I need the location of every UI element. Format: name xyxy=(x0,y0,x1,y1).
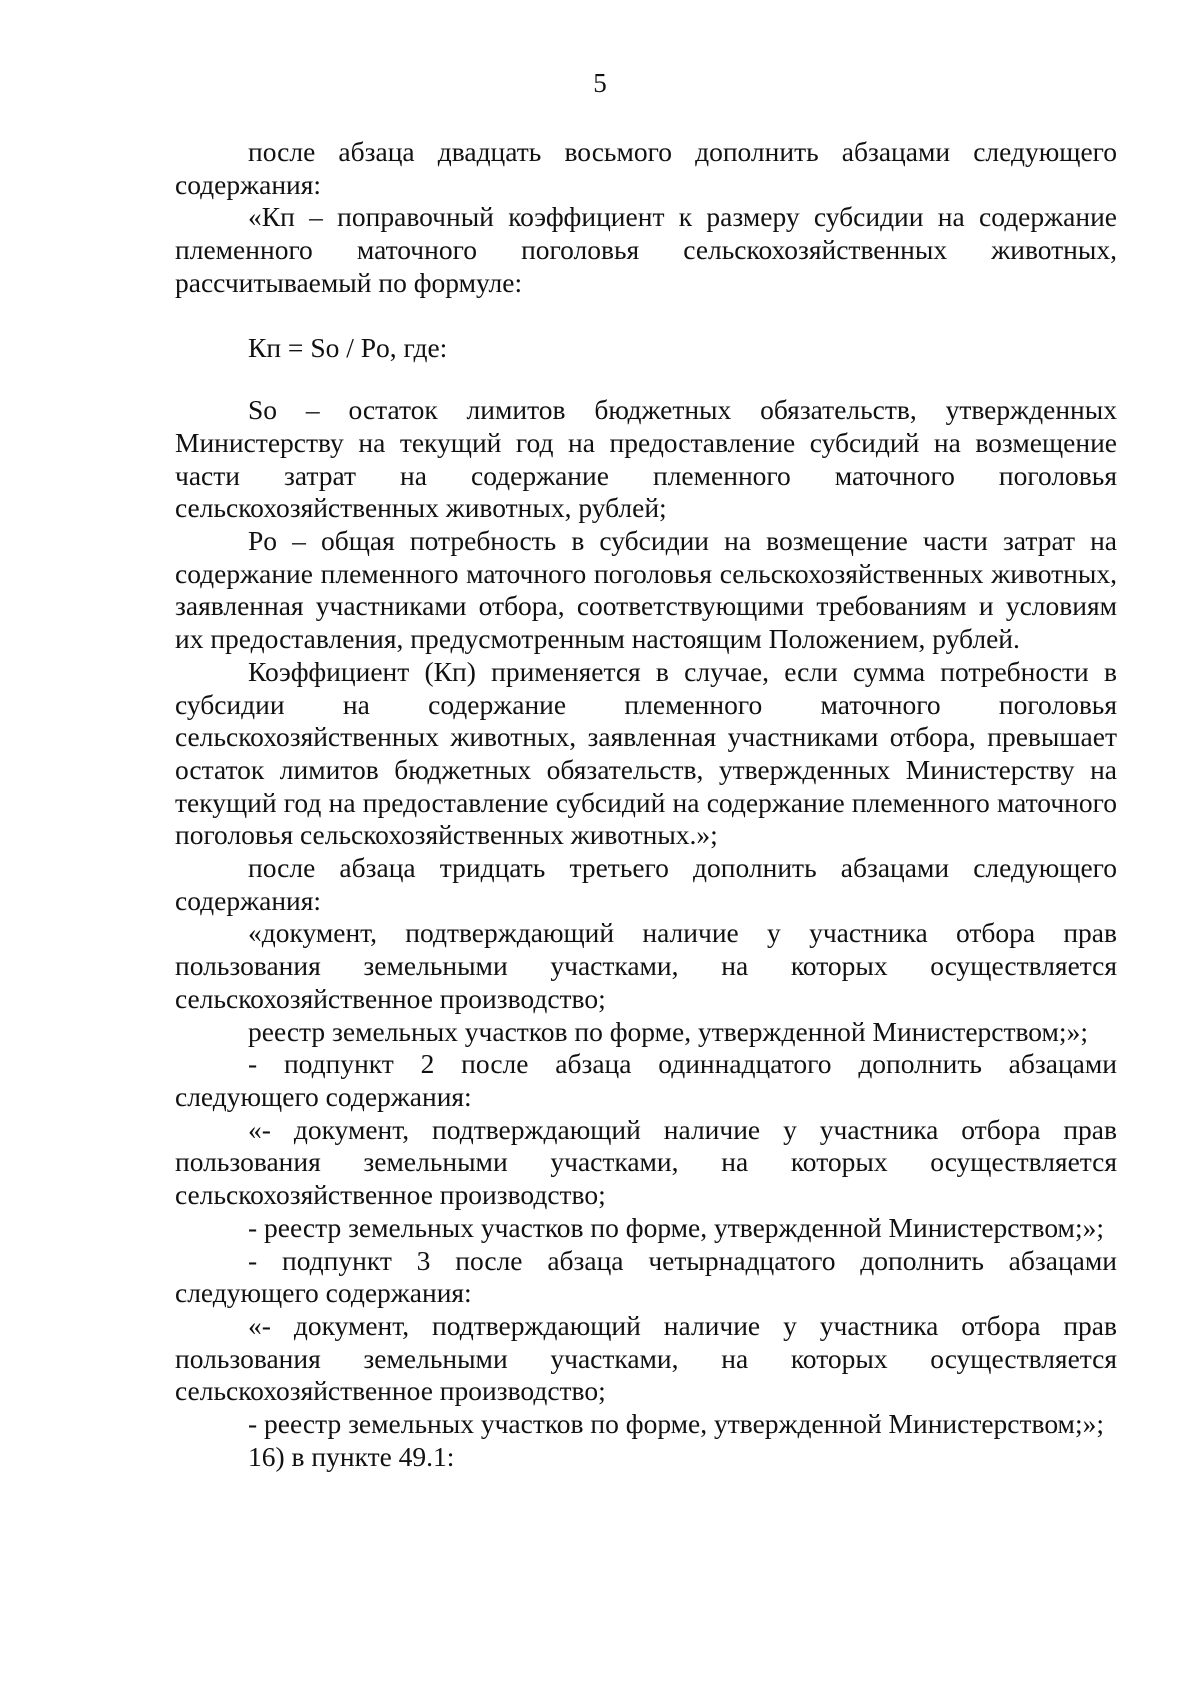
paragraph-subclause-2-registry: - реестр земельных участков по форме, утвержденной Министерством;»; xyxy=(248,1211,1104,1243)
paragraph-land-registry: реестр земельных участков по форме, утвержденной Министерством;»; xyxy=(248,1015,1088,1047)
paragraph-subclause-2: - подпункт 2 после абзаца одиннадцатого дополнить абзацами следующего содержания: xyxy=(175,1048,1117,1112)
paragraph-item-16: 16) в пункте 49.1: xyxy=(248,1440,455,1472)
paragraph-kp-application: Коэффициент (Кп) применяется в случае, если сумма потребности в субсидии на содержание племенного маточного поголовья сельскохозяйственных животных, заявленная участниками отбора, превышает остаток лимитов бюджетных обязательств, утвержденных Министерству на текущий год на предоставление субсидий на содержание племенного маточного поголовья сельскохозяйственных животных.»; xyxy=(175,655,1117,851)
paragraph-subclause-2-document: «- документ, подтверждающий наличие у участника отбора прав пользования земельными участками, на которых осуществляется сельскохозяйственное производство; xyxy=(175,1113,1117,1211)
document-body xyxy=(175,136,1117,1473)
paragraph-amendment-intro-33: после абзаца тридцать третьего дополнить абзацами следующего содержания: xyxy=(175,852,1117,916)
paragraph-so-definition: So – остаток лимитов бюджетных обязательств, утвержденных Министерству на текущий год на предоставление субсидий на возмещение части затрат на содержание племенного маточного поголовья сельскохозяйственных животных, рублей; xyxy=(175,394,1117,524)
paragraph-po-definition: Po – общая потребность в субсидии на возмещение части затрат на содержание племенного маточного поголовья сельскохозяйственных животных, заявленная участниками отбора, соответствующими требованиям и условиям их предоставления, предусмотренным настоящим Положением, рублей. xyxy=(175,525,1117,655)
paragraph-subclause-3: - подпункт 3 после абзаца четырнадцатого дополнить абзацами следующего содержания: xyxy=(175,1244,1117,1309)
paragraph-subclause-3-registry: - реестр земельных участков по форме, утвержденной Министерством;»; xyxy=(248,1408,1104,1440)
paragraph-kp-definition: «Кп – поправочный коэффициент к размеру субсидии на содержание племенного маточного поголовья сельскохозяйственных животных, рассчитываемый по формуле: xyxy=(175,201,1117,298)
formula-kp: Кп = So / Po, где: xyxy=(248,331,448,363)
paragraph-subclause-3-document: «- документ, подтверждающий наличие у участника отбора прав пользования земельными участками, на которых осуществляется сельскохозяйственное производство; xyxy=(175,1309,1117,1407)
page-number: 5 xyxy=(593,68,607,98)
paragraph-amendment-intro-28: после абзаца двадцать восьмого дополнить абзацами следующего содержания: xyxy=(175,136,1117,200)
paragraph-land-rights-document: «документ, подтверждающий наличие у участника отбора прав пользования земельными участками, на которых осуществляется сельскохозяйственное производство; xyxy=(175,917,1117,1014)
